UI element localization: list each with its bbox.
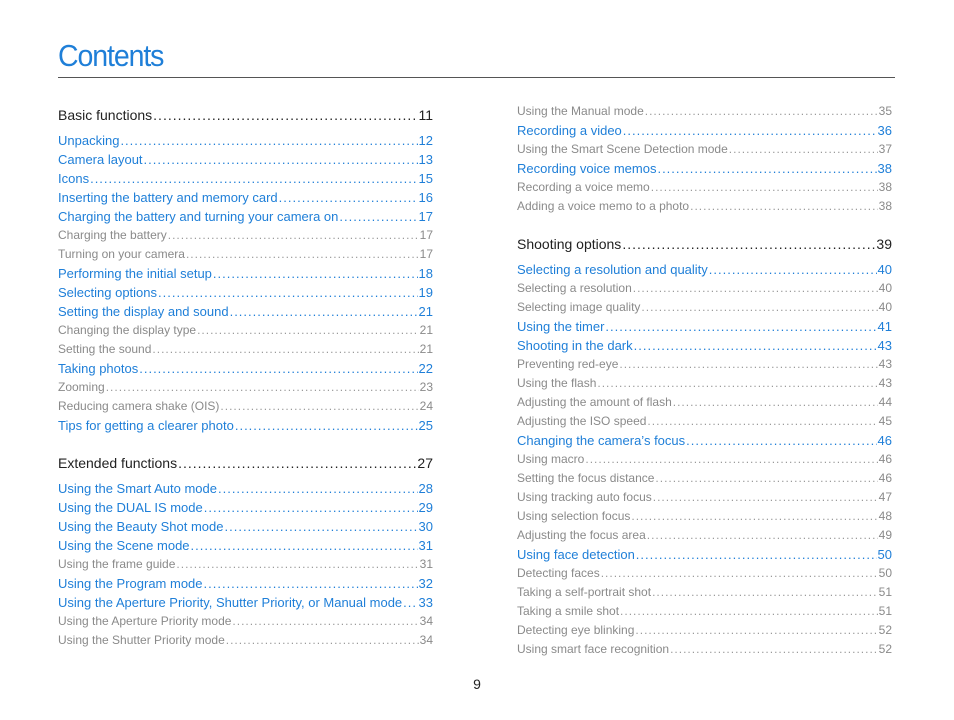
toc-entry-title: Using the Manual mode xyxy=(517,104,644,118)
toc-subentry xyxy=(517,526,892,545)
toc-entry-title: Adjusting the focus area xyxy=(517,528,646,542)
toc-entry[interactable] xyxy=(58,517,433,536)
dot-leader xyxy=(225,517,418,536)
toc-entry-title: Setting the display and sound xyxy=(58,304,229,319)
toc-entry-title: Detecting eye blinking xyxy=(517,623,635,637)
toc-entry-title: Recording voice memos xyxy=(517,161,657,176)
toc-entry-title: Using the Beauty Shot mode xyxy=(58,519,224,534)
toc-entry-page: 22 xyxy=(418,361,433,376)
toc-subentry xyxy=(58,612,433,631)
toc-subentry xyxy=(58,378,433,397)
toc-entry-title: Using the DUAL IS mode xyxy=(58,500,203,515)
dot-leader xyxy=(90,169,417,188)
dot-leader xyxy=(585,450,877,469)
toc-right-column xyxy=(517,102,892,659)
toc-entry-title: Camera layout xyxy=(58,152,143,167)
toc-entry-title: Setting the focus distance xyxy=(517,471,655,485)
dot-leader xyxy=(230,302,418,321)
dot-leader xyxy=(197,321,419,340)
toc-entry-title: Turning on your camera xyxy=(58,247,185,261)
toc-entry-page: 45 xyxy=(878,414,892,428)
toc-entry-page: 34 xyxy=(419,614,433,628)
toc-entry-page: 15 xyxy=(418,171,433,186)
toc-subentry xyxy=(517,583,892,602)
toc-entry[interactable] xyxy=(58,479,433,498)
toc-entry-title: Adjusting the ISO speed xyxy=(517,414,647,428)
toc-entry-page: 30 xyxy=(418,519,433,534)
dot-leader xyxy=(232,612,418,631)
toc-entry-page: 32 xyxy=(418,576,433,591)
dot-leader xyxy=(220,397,418,416)
dot-leader xyxy=(605,317,876,336)
toc-entry-title: Detecting faces xyxy=(517,566,600,580)
toc-entry-page: 28 xyxy=(418,481,433,496)
toc-subentry xyxy=(517,640,892,659)
toc-entry-page: 49 xyxy=(878,528,892,542)
toc-entry-title: Icons xyxy=(58,171,90,186)
page-number: 9 xyxy=(473,676,481,692)
toc-entry-page: 43 xyxy=(878,357,892,371)
toc-entry[interactable] xyxy=(517,431,892,450)
toc-entry-title: Inserting the battery and memory card xyxy=(58,190,278,205)
toc-entry-page: 18 xyxy=(418,266,433,281)
dot-leader xyxy=(631,507,877,526)
toc-entry-title: Preventing red-eye xyxy=(517,357,619,371)
dot-leader xyxy=(339,207,417,226)
toc-subentry xyxy=(517,279,892,298)
toc-entry-title: Using the frame guide xyxy=(58,557,176,571)
toc-subentry xyxy=(517,412,892,431)
dot-leader xyxy=(218,479,418,498)
toc-entry-title: Extended functions xyxy=(58,455,178,471)
toc-entry-page: 43 xyxy=(877,338,892,353)
toc-entry[interactable] xyxy=(517,260,892,279)
dot-leader xyxy=(279,188,418,207)
toc-entry-title: Shooting in the dark xyxy=(517,338,633,353)
toc-entry-page: 33 xyxy=(418,595,433,610)
toc-entry-page: 40 xyxy=(878,281,892,295)
toc-entry[interactable] xyxy=(58,359,433,378)
toc-entry-page: 11 xyxy=(418,107,433,123)
toc-subentry xyxy=(517,469,892,488)
toc-entry-title: Using the timer xyxy=(517,319,605,334)
dot-leader xyxy=(647,526,878,545)
dot-leader xyxy=(204,498,418,517)
section-gap xyxy=(517,216,892,233)
toc-entry-page: 19 xyxy=(418,285,433,300)
dot-leader xyxy=(186,245,419,264)
toc-entry-page: 52 xyxy=(878,642,892,656)
toc-entry-title: Reducing camera shake (OIS) xyxy=(58,399,220,413)
toc-entry-page: 46 xyxy=(877,433,892,448)
toc-subentry xyxy=(517,621,892,640)
toc-entry-page: 34 xyxy=(419,633,433,647)
toc-entry-page: 17 xyxy=(419,228,433,242)
toc-entry-page: 38 xyxy=(878,180,892,194)
toc-entry-title: Recording a video xyxy=(517,123,622,138)
toc-entry-title: Adding a voice memo to a photo xyxy=(517,199,690,213)
toc-entry[interactable] xyxy=(517,545,892,564)
toc-section-heading[interactable] xyxy=(517,233,892,255)
toc-entry-title: Using selection focus xyxy=(517,509,631,523)
toc-entry-page: 40 xyxy=(878,300,892,314)
toc-entry[interactable] xyxy=(58,188,433,207)
dot-leader xyxy=(601,564,878,583)
toc-entry[interactable] xyxy=(517,121,892,140)
dot-leader xyxy=(620,602,878,621)
toc-entry-page: 41 xyxy=(877,319,892,334)
dot-leader xyxy=(623,121,877,140)
toc-subentry xyxy=(517,140,892,159)
toc-entry-title: Taking photos xyxy=(58,361,139,376)
toc-entry-page: 52 xyxy=(878,623,892,637)
toc-entry-page: 24 xyxy=(419,399,433,413)
dot-leader xyxy=(226,631,419,650)
toc-entry[interactable] xyxy=(58,169,433,188)
dot-leader xyxy=(686,431,876,450)
toc-entry-title: Selecting a resolution and quality xyxy=(517,262,708,277)
toc-subentry xyxy=(517,178,892,197)
toc-subentry xyxy=(517,393,892,412)
toc-entry-page: 46 xyxy=(878,452,892,466)
toc-subentry xyxy=(517,488,892,507)
toc-subentry xyxy=(58,397,433,416)
toc-entry-title: Selecting a resolution xyxy=(517,281,632,295)
toc-entry-page: 35 xyxy=(878,104,892,118)
dot-leader xyxy=(670,640,878,659)
dot-leader xyxy=(729,140,878,159)
toc-entry-page: 36 xyxy=(877,123,892,138)
toc-entry[interactable] xyxy=(58,302,433,321)
toc-entry-page: 44 xyxy=(878,395,892,409)
toc-entry-title: Changing the camera’s focus xyxy=(517,433,686,448)
toc-left-column xyxy=(58,104,433,650)
toc-entry[interactable] xyxy=(58,416,433,435)
dot-leader xyxy=(709,260,877,279)
dot-leader xyxy=(106,378,419,397)
dot-leader xyxy=(213,264,418,283)
dot-leader xyxy=(120,131,417,150)
toc-entry-title: Shooting options xyxy=(517,236,622,252)
toc-entry-page: 38 xyxy=(877,161,892,176)
dot-leader xyxy=(204,574,418,593)
dot-leader xyxy=(647,412,877,431)
toc-entry-page: 38 xyxy=(878,199,892,213)
toc-entry-title: Unpacking xyxy=(58,133,120,148)
toc-entry-page: 31 xyxy=(419,557,433,571)
toc-entry-title: Recording a voice memo xyxy=(517,180,650,194)
toc-entry[interactable] xyxy=(58,264,433,283)
toc-entry[interactable] xyxy=(517,336,892,355)
toc-entry-title: Performing the initial setup xyxy=(58,266,212,281)
toc-entry-title: Using macro xyxy=(517,452,585,466)
toc-subentry xyxy=(517,298,892,317)
dot-leader xyxy=(144,150,418,169)
dot-leader xyxy=(619,355,877,374)
dot-leader xyxy=(152,340,418,359)
toc-entry[interactable] xyxy=(58,498,433,517)
toc-subentry xyxy=(517,197,892,216)
toc-entry-title: Using the Program mode xyxy=(58,576,203,591)
toc-entry[interactable] xyxy=(58,283,433,302)
toc-entry-title: Changing the display type xyxy=(58,323,197,337)
toc-entry-page: 40 xyxy=(877,262,892,277)
toc-entry-page: 46 xyxy=(878,471,892,485)
toc-subentry xyxy=(517,602,892,621)
toc-entry-page: 17 xyxy=(418,209,433,224)
toc-entry-page: 50 xyxy=(877,547,892,562)
toc-entry-page: 39 xyxy=(876,236,892,252)
toc-entry-page: 29 xyxy=(418,500,433,515)
dot-leader xyxy=(168,226,419,245)
dot-leader xyxy=(153,104,417,126)
dot-leader xyxy=(139,359,417,378)
toc-entry-page: 51 xyxy=(878,585,892,599)
dot-leader xyxy=(597,374,877,393)
dot-leader xyxy=(651,178,878,197)
toc-entry-page: 23 xyxy=(419,380,433,394)
toc-entry-title: Using the flash xyxy=(517,376,597,390)
toc-entry-title: Charging the battery xyxy=(58,228,167,242)
dot-leader xyxy=(690,197,878,216)
toc-subentry xyxy=(58,226,433,245)
toc-entry-page: 21 xyxy=(419,342,433,356)
toc-entry-page: 27 xyxy=(417,455,433,471)
toc-entry-title: Using the Aperture Priority mode xyxy=(58,614,232,628)
toc-entry-page: 16 xyxy=(418,190,433,205)
toc-entry-title: Using smart face recognition xyxy=(517,642,670,656)
dot-leader xyxy=(652,583,878,602)
toc-entry-page: 47 xyxy=(878,490,892,504)
dot-leader xyxy=(178,452,416,474)
toc-section-heading[interactable] xyxy=(58,452,433,474)
toc-entry-page: 50 xyxy=(878,566,892,580)
toc-entry-title: Basic functions xyxy=(58,107,153,123)
toc-entry-page: 31 xyxy=(418,538,433,553)
toc-entry-title: Tips for getting a clearer photo xyxy=(58,418,234,433)
dot-leader xyxy=(645,102,878,121)
toc-entry-title: Taking a self-portrait shot xyxy=(517,585,652,599)
toc-entry-title: Selecting image quality xyxy=(517,300,641,314)
toc-subentry xyxy=(517,374,892,393)
toc-subentry xyxy=(58,321,433,340)
dot-leader xyxy=(176,555,418,574)
dot-leader xyxy=(657,159,876,178)
toc-entry[interactable] xyxy=(58,536,433,555)
toc-entry-page: 25 xyxy=(418,418,433,433)
toc-subentry xyxy=(58,340,433,359)
dot-leader xyxy=(633,279,878,298)
toc-subentry xyxy=(58,555,433,574)
toc-entry-page: 12 xyxy=(418,133,433,148)
toc-subentry xyxy=(517,564,892,583)
dot-leader xyxy=(655,469,877,488)
dot-leader xyxy=(636,545,877,564)
toc-entry[interactable] xyxy=(517,159,892,178)
toc-entry-page: 13 xyxy=(418,152,433,167)
toc-subentry xyxy=(517,450,892,469)
toc-entry-title: Taking a smile shot xyxy=(517,604,620,618)
toc-entry-title: Using the Aperture Priority, Shutter Priority, or Manual mode xyxy=(58,595,403,610)
toc-entry-title: Using the Scene mode xyxy=(58,538,190,553)
dot-leader xyxy=(653,488,878,507)
dot-leader xyxy=(635,621,877,640)
dot-leader xyxy=(158,283,418,302)
toc-entry-title: Using the Smart Auto mode xyxy=(58,481,217,496)
toc-entry[interactable] xyxy=(58,150,433,169)
dot-leader xyxy=(634,336,877,355)
toc-entry-page: 43 xyxy=(878,376,892,390)
toc-subentry xyxy=(58,631,433,650)
dot-leader xyxy=(673,393,878,412)
dot-leader xyxy=(191,536,418,555)
toc-entry-page: 37 xyxy=(878,142,892,156)
toc-subentry xyxy=(517,355,892,374)
dot-leader xyxy=(235,416,418,435)
toc-entry-title: Using the Shutter Priority mode xyxy=(58,633,225,647)
dot-leader xyxy=(622,233,875,255)
toc-entry[interactable] xyxy=(58,574,433,593)
toc-entry-title: Adjusting the amount of flash xyxy=(517,395,672,409)
section-gap xyxy=(58,435,433,452)
toc-entry-page: 17 xyxy=(419,247,433,261)
toc-subentry xyxy=(58,245,433,264)
toc-subentry xyxy=(517,102,892,121)
toc-entry-page: 21 xyxy=(419,323,433,337)
toc-entry-title: Selecting options xyxy=(58,285,158,300)
toc-entry[interactable] xyxy=(58,593,433,612)
toc-subentry xyxy=(517,507,892,526)
toc-section-heading[interactable] xyxy=(58,104,433,126)
toc-entry-page: 48 xyxy=(878,509,892,523)
toc-entry[interactable] xyxy=(58,207,433,226)
toc-entry[interactable] xyxy=(58,131,433,150)
title-divider xyxy=(58,77,895,78)
toc-entry-title: Using the Smart Scene Detection mode xyxy=(517,142,728,156)
toc-entry-title: Charging the battery and turning your camera on xyxy=(58,209,339,224)
page-title: Contents xyxy=(58,38,164,73)
toc-entry-title: Using tracking auto focus xyxy=(517,490,652,504)
toc-entry-page: 51 xyxy=(878,604,892,618)
dot-leader xyxy=(403,593,417,612)
toc-entry[interactable] xyxy=(517,317,892,336)
toc-entry-title: Setting the sound xyxy=(58,342,152,356)
toc-entry-page: 21 xyxy=(418,304,433,319)
toc-entry-title: Zooming xyxy=(58,380,105,394)
dot-leader xyxy=(641,298,877,317)
toc-entry-title: Using face detection xyxy=(517,547,635,562)
